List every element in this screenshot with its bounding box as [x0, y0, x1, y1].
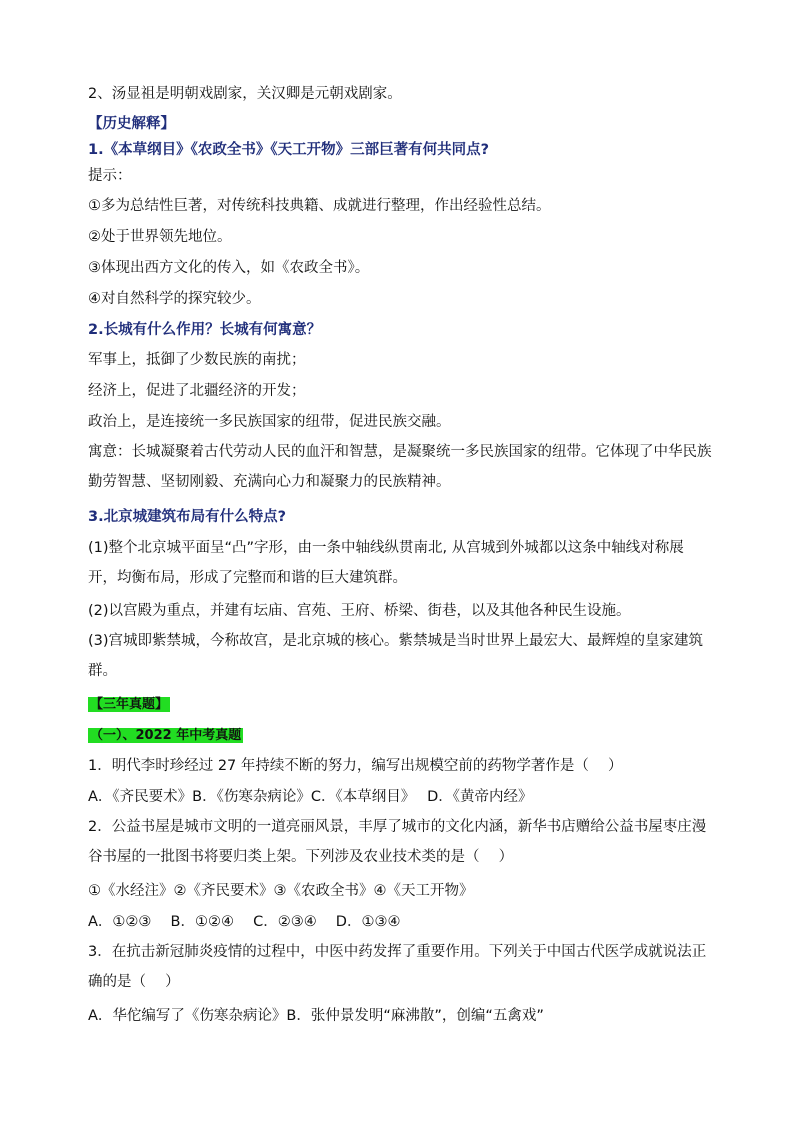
- exam-question-3-options: A．华佗编写了《伤寒杂病论》B．张仲景发明“麻沸散”，创编“五禽戏”: [88, 1008, 544, 1024]
- q2-item-2: 经济上，促进了北疆经济的开发；: [88, 383, 306, 399]
- q1-item-4: ④对自然科学的探究较少。: [88, 291, 261, 307]
- q3-point-3: (3)宫城即紫禁城，今称故宫，是北京城的核心。紫禁城是当时世界上最宏大、最辉煌的皇家建筑群。: [88, 633, 704, 679]
- q1-item-2: ②处于世界领先地位。: [88, 229, 232, 245]
- history-heading: 【历史解释】: [88, 116, 175, 132]
- exam-heading: 【三年真题】: [90, 697, 169, 712]
- q2-item-3: 政治上，是连接统一多民族国家的纽带，促进民族交融。: [88, 414, 451, 430]
- q1-item-1: ①多为总结性巨著，对传统科技典籍、成就进行整理，作出经验性总结。: [88, 198, 551, 214]
- exam-question-1-options: A．《齐民要术》B．《伤寒杂病论》C．《本草纲目》 D．《黄帝内经》: [88, 789, 533, 805]
- exam-question-2-options: A．①②③ B．①②④ C．②③④ D．①③④: [88, 914, 401, 930]
- question-3: 3.北京城建筑布局有什么特点?: [88, 509, 287, 525]
- exam-question-3: 3．在抗击新冠肺炎疫情的过程中，中医中药发挥了重要作用。下列关于中国古代医学成就说法正确的是（ ）: [88, 944, 707, 990]
- q3-point-2: (2)以宫殿为重点，并建有坛庙、宫苑、王府、桥梁、街巷，以及其他各种民生设施。: [88, 603, 631, 619]
- intro-line: 2、汤显祖是明朝戏剧家，关汉卿是元朝戏剧家。: [88, 86, 402, 102]
- question-1: 1.《本草纲目》《农政全书》《天工开物》三部巨著有何共同点?: [88, 142, 490, 158]
- q2-item-1: 军事上，抵御了少数民族的南扰；: [88, 352, 306, 368]
- q3-point-1: (1)整个北京城平面呈“凸”字形，由一条中轴线纵贯南北, 从宫城到外城都以这条中轴线对称展开，均衡布局，形成了完整而和谐的巨大建筑群。: [88, 540, 684, 586]
- exam-question-2: 2．公益书屋是城市文明的一道亮丽风景，丰厚了城市的文化内涵，新华书店赠给公益书屋枣庄漫谷书屋的一批图书将要归类上架。下列涉及农业技术类的是（ ）: [88, 819, 707, 865]
- exam-subheading: （一）、2022 年中考真题: [90, 728, 242, 743]
- question-2: 2.长城有什么作用？长城有何寓意？: [88, 322, 322, 338]
- hint-label: 提示：: [88, 168, 132, 184]
- exam-heading-line: [88, 694, 170, 715]
- q1-item-3: ③体现出西方文化的传入，如《农政全书》。: [88, 260, 370, 276]
- exam-question-1: 1．明代李时珍经过 27 年持续不断的努力，编写出规模空前的药物学著作是（ ）: [88, 758, 623, 774]
- exam-question-2-items: ①《水经注》②《齐民要术》③《农政全书》④《天工开物》: [88, 883, 474, 899]
- exam-subheading-line: [88, 725, 243, 746]
- q2-meaning: 寓意：长城凝聚着古代劳动人民的血汗和智慧，是凝聚统一多民族国家的纽带。它体现了中华民族勤劳智慧、坚韧刚毅、充满向心力和凝聚力的民族精神。: [88, 444, 712, 490]
